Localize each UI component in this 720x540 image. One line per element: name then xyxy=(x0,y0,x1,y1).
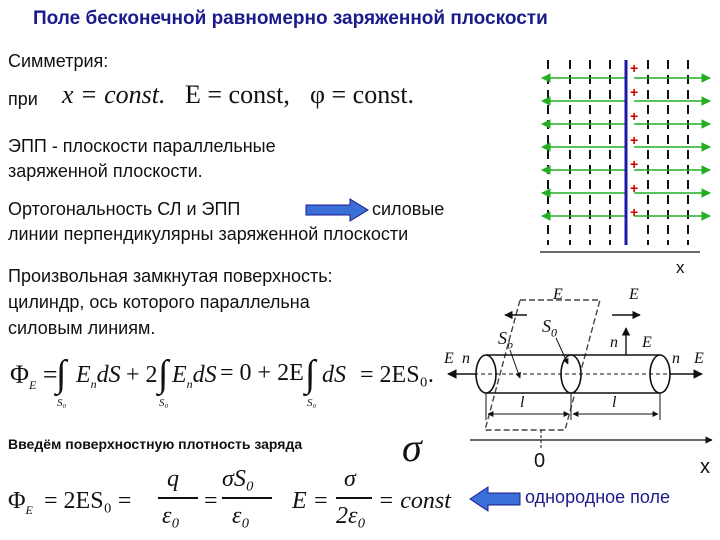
plus-2: + xyxy=(630,84,639,100)
integral-sign-2: ∫ xyxy=(158,353,169,395)
final-eq1: = 2ES₀ = xyxy=(44,488,132,514)
label-n-right: n xyxy=(672,350,680,367)
final-e-label: E = xyxy=(292,488,329,514)
flux-sub-e: E xyxy=(29,378,37,393)
final-q: q xyxy=(167,466,179,492)
integrand-2-e: E xyxy=(172,362,187,388)
flux-eq2: = 0 + 2E xyxy=(220,360,304,386)
integral-limit-1: S₀ xyxy=(57,397,67,409)
integrand-1-ds: dS xyxy=(96,362,121,388)
label-sb xyxy=(498,328,513,353)
plate-axis-x-label: x xyxy=(676,258,685,277)
final-eps0-b: ε₀ xyxy=(232,503,250,529)
slide-title: Поле бесконечной равномерно заряженной плоскости xyxy=(33,8,548,29)
epp-line-1: ЭПП - плоскости параллельные xyxy=(8,136,276,156)
symmetry-label: Симметрия: xyxy=(8,51,109,71)
plus-7: + xyxy=(630,204,639,220)
label-e-up: E xyxy=(642,334,652,351)
label-e-top-right: E xyxy=(629,286,639,303)
label-s0-s: S xyxy=(542,316,551,336)
plus-4: + xyxy=(630,132,639,148)
plus-signs xyxy=(630,62,638,218)
surface-line-2: цилиндр, ось которого параллельна xyxy=(8,292,310,312)
orth-line-1a: Ортогональность СЛ и ЭПП xyxy=(8,199,241,219)
integral-sign-1: ∫ xyxy=(56,353,67,395)
implies-arrow xyxy=(306,199,368,221)
integrand-1-n: n xyxy=(90,376,97,391)
label-s0-sub: 0 xyxy=(551,325,557,340)
integral-limit-3: S₀ xyxy=(307,397,317,409)
plus-3: + xyxy=(630,108,639,124)
formula-e-const: E = const, xyxy=(185,80,290,109)
cyl-mid-section xyxy=(561,355,581,393)
label-sb-sub: b xyxy=(507,337,513,352)
uniform-field-note: однородное поле xyxy=(525,487,671,507)
final-sigma: σ xyxy=(344,466,356,492)
s0-pointer xyxy=(556,338,568,364)
formula-x-const: x = const. xyxy=(62,80,166,109)
epp-line-2: заряженной плоскости. xyxy=(8,161,203,181)
label-l-left: l xyxy=(520,394,525,411)
final-sigma-s0: σS₀ xyxy=(222,466,255,492)
surface-line-1: Произвольная замкнутая поверхность: xyxy=(8,266,333,286)
integral-sign-3: ∫ xyxy=(305,353,316,395)
final-eps0-a: ε₀ xyxy=(162,503,180,529)
flux-ds2: dS xyxy=(322,362,346,388)
orth-line-2: линии перпендикулярны заряженной плоскости xyxy=(8,224,409,244)
integral-limit-2: S₀ xyxy=(159,397,169,409)
label-e-right: E xyxy=(694,350,704,367)
label-n-up: n xyxy=(610,334,618,351)
pri-label: при xyxy=(8,89,38,109)
final-eq2: = xyxy=(204,488,218,514)
flux-phi: Φ xyxy=(10,360,30,389)
label-l-right: l xyxy=(612,394,617,411)
surface-line-3: силовым линиям. xyxy=(8,318,156,338)
formula-phi-const: φ = const. xyxy=(310,80,415,109)
plus-6: + xyxy=(630,180,639,196)
label-e-top-left: E xyxy=(553,286,563,303)
plus-1: + xyxy=(630,60,639,76)
sigma-intro: Введём поверхностную плотность заряда xyxy=(8,436,303,452)
cyl-left-cap xyxy=(476,355,496,393)
integrand-2-ds: dS xyxy=(192,362,217,388)
label-n-left: n xyxy=(462,350,470,367)
flux-result: = 2ES₀. xyxy=(360,362,434,388)
plus-5: + xyxy=(630,156,639,172)
label-e-left: E xyxy=(444,350,454,367)
sigma-symbol: σ xyxy=(402,425,422,470)
final-phi-sym: Φ xyxy=(8,488,26,514)
label-s0 xyxy=(542,316,557,341)
orth-line-1b: силовые xyxy=(372,199,445,219)
final-two-eps0: 2ε₀ xyxy=(336,503,366,529)
cylinder-diagram xyxy=(448,300,712,450)
cyl-axis-x-label: x xyxy=(700,456,710,478)
label-sb-s: S xyxy=(498,328,507,348)
integrand-2-n: n xyxy=(186,376,193,391)
final-phi-sub: E xyxy=(25,502,33,517)
flux-plus-two: + 2 xyxy=(126,362,158,388)
flux-eq1: = xyxy=(42,360,58,389)
final-const: = const xyxy=(378,488,451,514)
plane-field-diagram xyxy=(540,60,710,252)
uniform-field-arrow xyxy=(470,487,520,511)
integrand-1-e: E xyxy=(76,362,91,388)
equipotential-lines xyxy=(548,60,688,245)
cyl-axis-zero-label: 0 xyxy=(534,450,546,472)
